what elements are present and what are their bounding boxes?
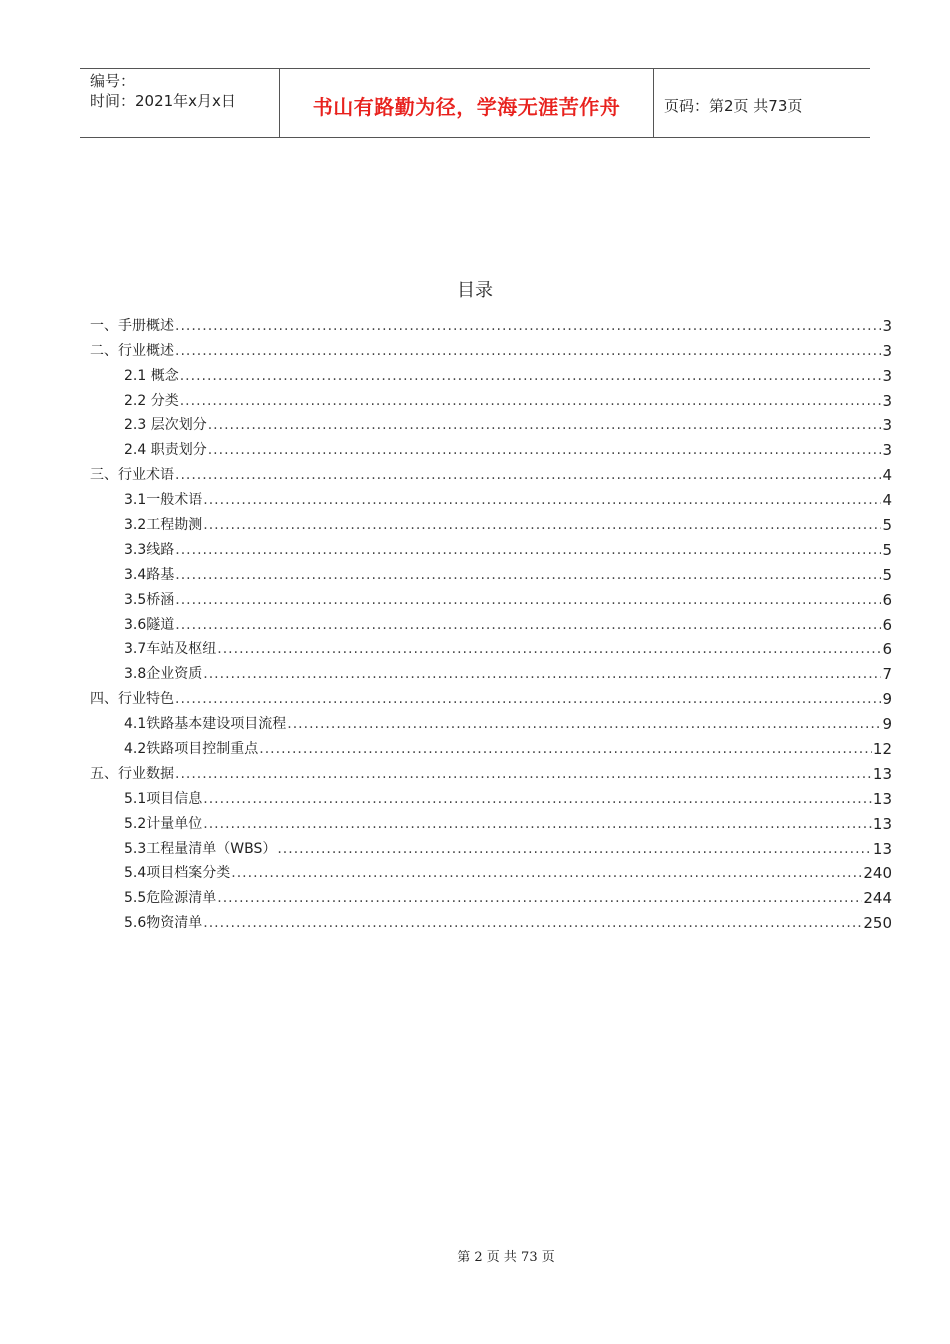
toc-entry-label: 3.5桥涵 [124, 591, 175, 608]
toc-entry-page: 6 [882, 590, 892, 609]
toc-entry-label: 4.2铁路项目控制重点 [124, 741, 259, 758]
toc-entry-page: 13 [872, 789, 892, 808]
toc-entry[interactable] [90, 485, 892, 510]
toc-entry[interactable] [90, 709, 892, 734]
toc-entry[interactable] [90, 435, 892, 460]
toc-entry[interactable] [90, 510, 892, 535]
toc-leader-dots [175, 540, 881, 560]
toc-entry-page: 3 [882, 416, 892, 435]
toc-entry-page: 13 [872, 839, 892, 858]
toc-entry-label: 2.2 分类 [124, 392, 179, 409]
toc-entry-page: 12 [872, 740, 892, 759]
toc-leader-dots [217, 888, 862, 908]
toc-entry-label: 二、行业概述 [90, 342, 174, 359]
toc-entry-page: 240 [863, 864, 892, 883]
toc-entry-label: 5.1项目信息 [124, 790, 203, 807]
toc-leader-dots [180, 366, 882, 386]
toc-leader-dots [208, 415, 882, 435]
toc-entry-label: 3.7车站及枢纽 [124, 641, 217, 658]
toc-entry[interactable] [90, 610, 892, 635]
toc-entry-page: 3 [882, 316, 892, 335]
toc-leader-dots [175, 615, 881, 635]
toc-entry[interactable] [90, 859, 892, 884]
code-label: 编号： [90, 72, 136, 90]
toc-entry-page: 3 [882, 366, 892, 385]
toc-leader-dots [175, 316, 881, 336]
toc-entry-label: 三、行业术语 [90, 467, 174, 484]
page-footer: 第 2 页 共 73 页 [457, 1250, 555, 1265]
toc-leader-dots [287, 714, 881, 734]
toc-leader-dots [180, 391, 882, 411]
toc-leader-dots [203, 664, 881, 684]
toc-leader-dots [208, 440, 882, 460]
toc-leader-dots [175, 341, 881, 361]
toc-leader-dots [175, 764, 872, 784]
toc-leader-dots [175, 565, 881, 585]
toc-leader-dots [203, 515, 881, 535]
toc-entry-label: 3.8企业资质 [124, 666, 203, 683]
toc-leader-dots [203, 490, 881, 510]
toc-entry[interactable] [90, 386, 892, 411]
toc-leader-dots [203, 814, 872, 834]
toc-entry-page: 13 [872, 814, 892, 833]
toc-entry[interactable] [90, 759, 892, 784]
toc-entry[interactable] [90, 659, 892, 684]
header-motto: 书山有路勤为径，学海无涯苦作舟 [280, 69, 654, 137]
toc-entry-page: 9 [882, 690, 892, 709]
toc-entry[interactable] [90, 908, 892, 933]
toc-leader-dots [175, 689, 881, 709]
toc-entry-label: 一、手册概述 [90, 317, 174, 334]
toc-leader-dots [203, 913, 862, 933]
toc-entry-label: 四、行业特色 [90, 691, 174, 708]
toc-entry[interactable] [90, 460, 892, 485]
toc-title: 目录 [457, 280, 493, 301]
time-label: 时间：2021年x月x日 [90, 92, 236, 110]
toc-entry[interactable] [90, 311, 892, 336]
toc-entry-label: 2.3 层次划分 [124, 417, 207, 434]
toc-entry-label: 3.3线路 [124, 541, 175, 558]
table-of-contents [90, 311, 892, 933]
toc-leader-dots [175, 465, 881, 485]
toc-leader-dots [203, 789, 872, 809]
toc-entry[interactable] [90, 809, 892, 834]
toc-entry-label: 3.4路基 [124, 566, 175, 583]
toc-entry-page: 3 [882, 341, 892, 360]
toc-leader-dots [217, 639, 881, 659]
toc-entry[interactable] [90, 336, 892, 361]
header-meta [80, 69, 280, 137]
toc-entry-page: 7 [882, 665, 892, 684]
toc-entry-page: 244 [863, 889, 892, 908]
toc-entry[interactable] [90, 411, 892, 436]
header-page-info: 页码：第2页 共73页 [664, 96, 803, 115]
toc-entry-page: 13 [872, 764, 892, 783]
toc-entry-label: 5.3工程量清单（WBS） [124, 840, 277, 857]
toc-entry-page: 6 [882, 615, 892, 634]
toc-entry-label: 2.4 职责划分 [124, 442, 207, 459]
toc-entry-label: 5.2计量单位 [124, 815, 203, 832]
toc-entry-page: 9 [882, 715, 892, 734]
toc-entry-label: 4.1铁路基本建设项目流程 [124, 716, 287, 733]
toc-entry-page: 6 [882, 640, 892, 659]
toc-entry-page: 3 [882, 391, 892, 410]
toc-entry-label: 5.5危险源清单 [124, 890, 217, 907]
toc-entry[interactable] [90, 684, 892, 709]
toc-leader-dots [277, 839, 872, 859]
toc-entry-page: 250 [863, 914, 892, 933]
toc-entry-label: 3.2工程勘测 [124, 517, 203, 534]
toc-entry-page: 4 [882, 466, 892, 485]
toc-entry[interactable] [90, 560, 892, 585]
toc-entry[interactable] [90, 361, 892, 386]
toc-entry-page: 5 [882, 540, 892, 559]
toc-entry-page: 3 [882, 441, 892, 460]
toc-entry[interactable] [90, 585, 892, 610]
toc-entry-label: 2.1 概念 [124, 367, 179, 384]
toc-entry-label: 3.1一般术语 [124, 492, 203, 509]
toc-entry-label: 5.6物资清单 [124, 915, 203, 932]
toc-entry[interactable] [90, 834, 892, 859]
toc-entry[interactable] [90, 535, 892, 560]
toc-entry-label: 5.4项目档案分类 [124, 865, 231, 882]
toc-entry-page: 5 [882, 516, 892, 535]
toc-entry[interactable] [90, 734, 892, 759]
toc-entry[interactable] [90, 784, 892, 809]
page-header [80, 68, 870, 138]
toc-entry-label: 五、行业数据 [90, 765, 174, 782]
toc-entry-page: 4 [882, 491, 892, 510]
toc-entry-page: 5 [882, 565, 892, 584]
toc-entry-label: 3.6隧道 [124, 616, 175, 633]
toc-entry[interactable] [90, 883, 892, 908]
toc-leader-dots [175, 590, 881, 610]
toc-entry[interactable] [90, 635, 892, 660]
toc-leader-dots [259, 739, 872, 759]
toc-leader-dots [231, 863, 862, 883]
